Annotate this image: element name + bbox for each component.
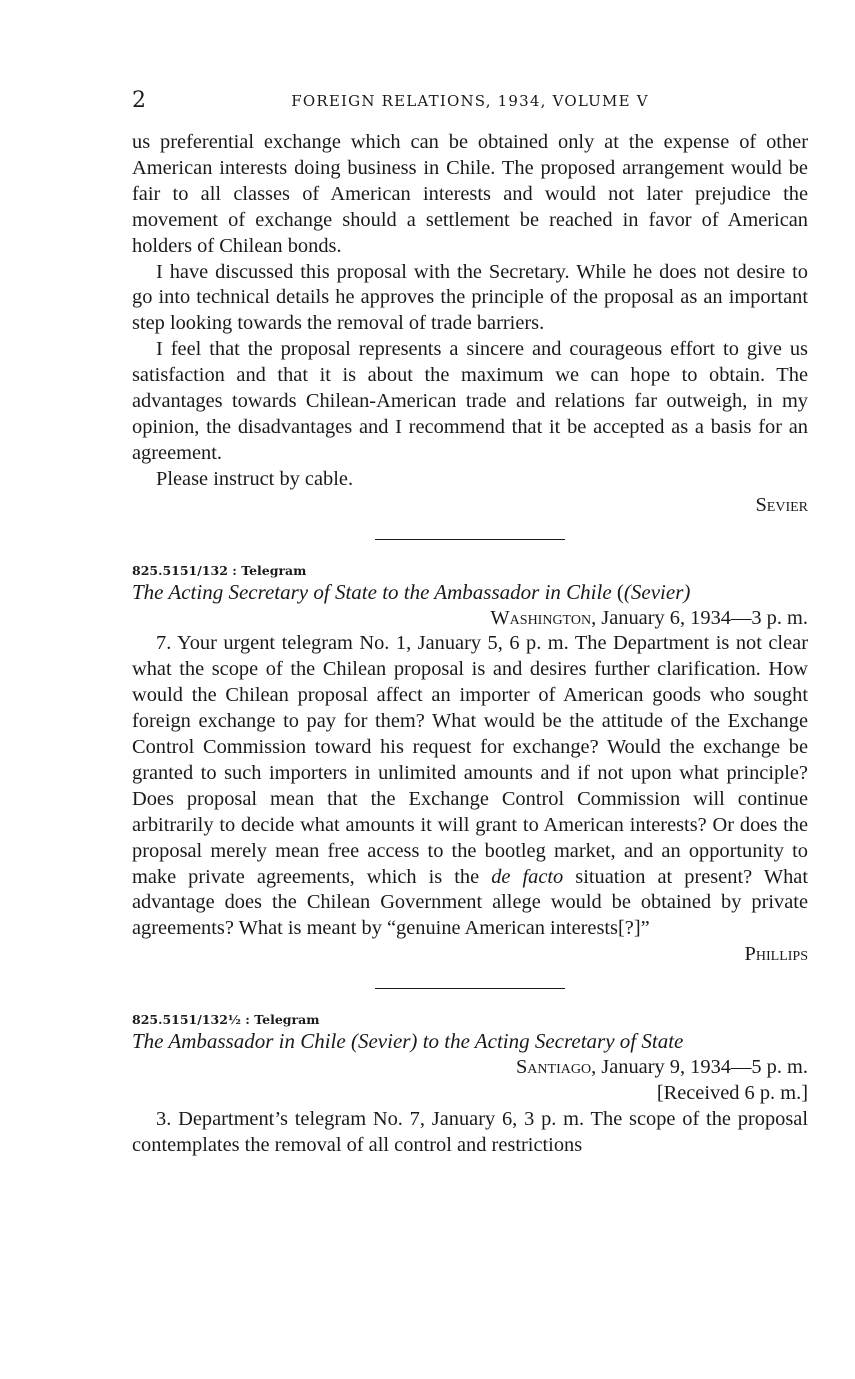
section-divider	[375, 988, 565, 989]
body-text	[132, 130, 808, 1159]
paragraph: I have discussed this proposal with the Secretary. While he does not desire to go into technical details he approves the principle of the proposal as an important step looking towards the removal of trade barriers.	[132, 260, 808, 335]
dateline-place: Washington,	[490, 606, 597, 629]
title-name: (Sevier)	[350, 1029, 418, 1054]
file-reference: 825.5151/132 : Telegram	[132, 562, 307, 578]
dateline-date: January 6, 1934—3 p. m.	[596, 606, 808, 629]
body-text-part: situation at present? What advantage does the Chilean Government allege would be obtained by private agreements? What is meant by “genuine American interests[?]”	[132, 865, 808, 940]
title-name: (Sevier)	[623, 579, 691, 604]
dateline	[132, 1055, 808, 1081]
dateline-date: January 9, 1934—5 p. m.	[596, 1056, 808, 1079]
dateline-place: Santiago,	[515, 1056, 597, 1079]
signature-sevier: Sevier	[755, 493, 808, 516]
title-text: to the Acting Secretary of State	[422, 1029, 684, 1054]
signature-phillips: Phillips	[744, 943, 808, 966]
paragraph: I feel that the proposal represents a sincere and courageous effort to give us satisfaction and that it is about the maximum we can hope to obtain. The advantages towards Chilean-American trade and relations far outweigh, in my opinion, the disadvantages and I recommend that it be accepted as a basis for an agreement.	[132, 338, 808, 464]
body-text-part: 7. Your urgent telegram No. 1, January 5, 6 p. m. The Department is not clear what the scope of the Chilean proposal is and desires further clarification. How would the Chilean proposal affect an importer of American goods who sought foreign exchange to pay for them? What would be the attitude of the Exchange Control Commission toward his request for exchange? Would the exchange be granted to such importers in unlimited amounts and if not upon what principle? Does proposal mean that the Exchange Control Commission will continue arbitrarily to decide what amounts it will grant to American interests? Or does the proposal merely mean free access to the bootleg market, and an opportunity to make private agreements, which is the	[132, 632, 808, 888]
page-header	[132, 88, 808, 118]
document-title: The Acting Secretary of State to the Ambassador in Chile ((Sevier)	[132, 579, 691, 604]
running-head: FOREIGN RELATIONS, 1934, VOLUME V	[291, 92, 649, 110]
title-text: The Ambassador in Chile	[132, 1029, 346, 1054]
paragraph: Please instruct by cable.	[156, 467, 354, 490]
title-text: The Acting Secretary of State to the Ambassador in Chile	[132, 579, 612, 604]
body-italic: de facto	[491, 865, 564, 888]
received-note: [Received 6 p. m.]	[656, 1082, 808, 1104]
dateline	[132, 606, 808, 632]
telegram-body: 3. Department’s telegram No. 7, January 6, 3 p. m. The scope of the proposal contemplates the removal of all control and restrictions	[132, 1107, 808, 1156]
file-reference: 825.5151/132½ : Telegram	[132, 1012, 320, 1028]
document-title	[132, 1029, 808, 1055]
telegram-body	[132, 631, 808, 942]
page-number: 2	[132, 88, 146, 113]
paragraph: us preferential exchange which can be obtained only at the expense of other American interests doing business in Chile. The proposed arrangement would be fair to all classes of American interests and would not later prejudice the movement of exchange should a settlement be reached in favor of American holders of Chilean bonds.	[132, 131, 808, 257]
section-divider	[375, 539, 565, 540]
